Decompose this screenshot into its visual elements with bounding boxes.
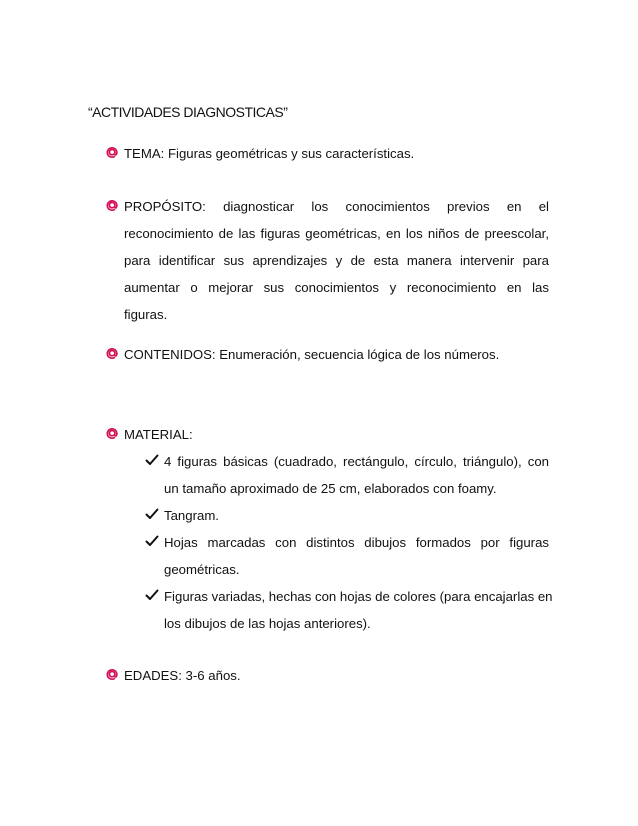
material-line: los dibujos de las hojas anteriores). (164, 616, 371, 631)
checkmark-icon (145, 453, 159, 467)
material-line: un tamaño aproximado de 25 cm, elaborados con foamy. (164, 481, 497, 496)
section-tema (124, 144, 549, 171)
section-line: EDADES: 3-6 años. (124, 668, 241, 683)
document-title: “ACTIVIDADES DIAGNOSTICAS” (88, 104, 288, 120)
swirl-bullet-icon (104, 144, 120, 160)
section-proposito (124, 197, 549, 332)
section-line: figuras. (124, 307, 168, 322)
section-line: reconocimiento de las figuras geométricas, en los niños de preescolar, (124, 226, 549, 241)
material-line: Tangram. (164, 508, 219, 523)
material-item (164, 533, 549, 587)
material-line: geométricas. (164, 562, 240, 577)
swirl-bullet-icon (104, 197, 120, 213)
section-line: MATERIAL: (124, 427, 193, 442)
material-item (164, 587, 553, 641)
section-line: TEMA: Figuras geométricas y sus características. (124, 146, 415, 161)
material-line: 4 figuras básicas (cuadrado, rectángulo, círculo, triángulo), con (164, 454, 549, 469)
material-item (164, 506, 549, 533)
section-line: CONTENIDOS: Enumeración, secuencia lógica de los números. (124, 347, 500, 362)
section-contenidos (124, 345, 549, 372)
section-line: para identificar sus aprendizajes y de esta manera intervenir para (124, 253, 549, 268)
checkmark-icon (145, 588, 159, 602)
material-line: Hojas marcadas con distintos dibujos formados por figuras (164, 535, 549, 550)
section-edades (124, 666, 549, 693)
section-material (124, 425, 549, 452)
section-line: aumentar o mejorar sus conocimientos y reconocimiento en las (124, 280, 549, 295)
material-line: Figuras variadas, hechas con hojas de colores (para encajarlas en (164, 589, 553, 604)
material-item (164, 452, 549, 506)
swirl-bullet-icon (104, 666, 120, 682)
swirl-bullet-icon (104, 425, 120, 441)
checkmark-icon (145, 507, 159, 521)
swirl-bullet-icon (104, 345, 120, 361)
section-line: PROPÓSITO: diagnosticar los conocimientos previos en el (124, 199, 549, 214)
checkmark-icon (145, 534, 159, 548)
